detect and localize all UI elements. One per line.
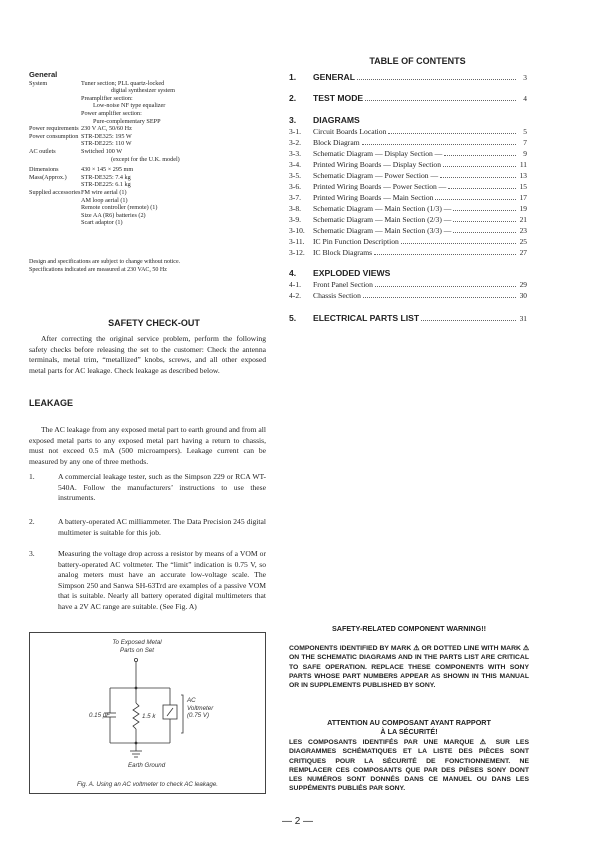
toc-num: 4-2. <box>289 291 302 300</box>
figure-caption: Fig. A. Using an AC voltmeter to check AC leakage. <box>77 781 218 788</box>
spec-key: Dimensions <box>29 166 59 174</box>
toc-num: 4. <box>289 268 297 278</box>
toc-num: 3-11. <box>289 237 305 246</box>
spec-line: Tuner section; PLL quartz-locked <box>81 79 165 87</box>
dot-leader <box>443 166 516 167</box>
voltmeter-label-line: Voltmeter <box>187 704 214 712</box>
dot-leader <box>440 177 516 178</box>
toc-entry-title: Schematic Diagram — Display Section — <box>313 149 443 158</box>
warning-title: SAFETY-RELATED COMPONENT WARNING!! <box>332 624 486 633</box>
toc-entry[interactable] <box>289 127 527 137</box>
dot-leader <box>435 199 516 200</box>
toc-entry-title: Block Diagram <box>313 138 360 147</box>
toc-num: 3-9. <box>289 215 302 224</box>
toc-section[interactable] <box>289 93 527 103</box>
toc-entry-title: Circuit Boards Location <box>313 127 387 136</box>
toc-entry[interactable] <box>289 291 527 301</box>
spec-note: Specifications indicated are measured at 230 VAC, 50 Hz <box>29 267 167 273</box>
spec-key: AC outlets <box>29 147 56 155</box>
spec-line: Preamplifier section: <box>81 94 133 102</box>
toc-num: 3-6. <box>289 182 302 191</box>
toc-num: 3-8. <box>289 204 302 213</box>
toc-title-text: DIAGRAMS <box>313 115 360 125</box>
toc-entry[interactable] <box>289 149 527 159</box>
toc-entry-title: Schematic Diagram — Power Section — <box>313 171 439 180</box>
list-text: Measuring the voltage drop across a resistor by means of a VOM or battery-operated AC voltmeter. The “limit” indication is 0.75 V, so analog meters must have an accurate low-voltage scale. The Simpson 250 and Sanwa SH-63Trd are examples of a passive VOM that is suitable. Nearly all battery operated digital multimeters that have a 2V AC range are suitable. (See Fig. A) <box>58 549 266 611</box>
spec-line: AM loop aerial (1) <box>81 196 128 204</box>
dot-leader <box>444 155 516 156</box>
spec-row <box>29 133 180 148</box>
toc-num: 2. <box>289 93 297 103</box>
toc-entry[interactable] <box>289 226 527 236</box>
spec-row <box>29 163 180 174</box>
spec-row <box>29 189 180 227</box>
dot-leader <box>453 221 516 222</box>
toc-num: 3-3. <box>289 149 302 158</box>
toc-entry-title: Printed Wiring Boards — Main Section <box>313 193 434 202</box>
spec-key: Supplied accessories <box>29 188 81 196</box>
general-title: General <box>29 70 58 79</box>
spec-line: Power amplifier section: <box>81 109 142 117</box>
voltmeter-label-line: (0.75 V) <box>187 712 210 720</box>
toc-entry-title: IC Pin Function Description <box>313 237 399 246</box>
dot-leader <box>421 320 516 321</box>
toc-title-text: ELECTRICAL PARTS LIST <box>313 313 420 323</box>
toc-entry[interactable] <box>289 160 527 170</box>
spec-line: 230 V AC, 50/60 Hz <box>81 125 132 133</box>
toc-section[interactable] <box>289 313 527 323</box>
dot-leader <box>448 188 516 189</box>
spec-line: STR-DE325: 7.4 kg <box>81 173 131 181</box>
toc-entry[interactable] <box>289 280 527 290</box>
toc-entry-title: Printed Wiring Boards — Power Section — <box>313 182 447 191</box>
spec-row <box>29 174 180 189</box>
voltmeter-label-line: AC <box>187 697 196 704</box>
voltmeter-label <box>187 697 213 720</box>
spec-line: Scart adaptor (1) <box>81 219 123 227</box>
spec-line: STR-DE225: 110 W <box>81 140 132 148</box>
dot-leader <box>453 232 516 233</box>
dot-leader <box>375 286 516 287</box>
toc-section[interactable] <box>289 115 527 125</box>
toc-num: 1. <box>289 72 297 82</box>
toc-entry-title: Chassis Section <box>313 291 361 300</box>
dot-leader <box>357 79 516 80</box>
list-item <box>29 549 266 629</box>
page-number: — 2 — <box>281 816 314 827</box>
safety-title: SAFETY CHECK-OUT <box>108 318 200 328</box>
list-num: 1. <box>29 472 35 481</box>
spec-key: Mass(Approx.) <box>29 173 67 181</box>
general-specs <box>29 71 279 227</box>
toc-entry-title: Printed Wiring Boards — Display Section <box>313 160 442 169</box>
spec-key: System <box>29 79 48 87</box>
spec-row <box>29 148 180 163</box>
spec-note: Design and specifications are subject to change without notice. <box>29 259 181 265</box>
warning-text: COMPONENTS IDENTIFIED BY MARK ⚠ OR DOTTED LINE WITH MARK ⚠ ON THE SCHEMATIC DIAGRAMS AND IN THE PARTS LIST ARE CRITICAL TO SAFE OPERATION. REPLACE THESE COMPONENTS WITH SONY PARTS WHOSE PART NUMBERS APPEAR AS SHOWN IN THIS MANUAL OR IN SUPPLEMENTS PUBLISHED BY SONY. <box>289 645 529 690</box>
dot-leader <box>401 243 516 244</box>
list-text: A commercial leakage tester, such as the Simpson 229 or RCA WT-540A. Follow the manufacturers’ instructions to use these instruments. <box>58 472 266 503</box>
resistor-label: 1.5 k <box>142 713 156 720</box>
toc-page: 30 <box>519 291 527 300</box>
toc-entry[interactable] <box>289 138 527 148</box>
toc-entry-title: Schematic Diagram — Main Section (1/3) — <box>313 204 452 213</box>
dot-leader <box>365 100 516 101</box>
dot-leader <box>362 144 516 145</box>
figure-a <box>29 632 266 794</box>
toc-num: 5. <box>289 313 297 323</box>
dot-leader <box>453 210 516 211</box>
specs-table <box>29 80 180 227</box>
spec-line: Remote controller (remote) (1) <box>81 204 158 212</box>
toc-entry[interactable] <box>289 193 527 203</box>
toc-num: 3. <box>289 115 297 125</box>
toc-page: 29 <box>519 280 527 289</box>
toc-num: 3-2. <box>289 138 302 147</box>
toc-page: 7 <box>523 138 527 147</box>
toc-entry[interactable] <box>289 204 527 214</box>
toc-page: 13 <box>519 171 527 180</box>
spec-line: FM wire aerial (1) <box>81 188 127 196</box>
spec-key: Power consumption <box>29 132 79 140</box>
toc-title-text: GENERAL <box>313 72 356 82</box>
toc-page: 11 <box>519 160 527 169</box>
spec-row <box>29 125 180 133</box>
spec-line: (except for the U.K. model) <box>111 155 180 163</box>
toc-title-text: EXPLODED VIEWS <box>313 268 391 278</box>
leakage-paragraph: The AC leakage from any exposed metal part to earth ground and from all exposed metal parts to any exposed metal part having a return to chassis, must not exceed 0.5 mA (500 microampers). Leakage current can be measured by any one of three methods. <box>29 425 266 466</box>
toc-page: 3 <box>523 73 527 82</box>
toc-num: 4-1. <box>289 280 302 289</box>
dot-leader <box>363 297 516 298</box>
toc-section[interactable] <box>289 268 527 278</box>
leakage-title: LEAKAGE <box>29 398 74 408</box>
fig-top-label-line: To Exposed Metal <box>112 639 162 646</box>
toc-entry[interactable] <box>289 248 527 258</box>
toc-page: 9 <box>523 149 527 158</box>
toc-page: 31 <box>519 314 527 323</box>
capacitor-label: 0.15 μF <box>89 712 110 719</box>
spec-key: Power requirements <box>29 125 79 133</box>
toc-entry[interactable] <box>289 215 527 225</box>
list-text: A battery-operated AC milliammeter. The Data Precision 245 digital multimeter is suitable for this job. <box>58 517 266 537</box>
list-item <box>29 517 266 541</box>
spec-line: digital synthesizer system <box>111 87 175 95</box>
toc-title-text: TEST MODE <box>313 93 364 103</box>
dot-leader <box>374 254 516 255</box>
safety-paragraph: After correcting the original service problem, perform the following safety checks before releasing the set to the customer: Check the antenna terminals, metal trim, “metallized” knobs, screws, and all other exposed metal parts for AC leakage. Check leakage as described below. <box>29 334 266 375</box>
toc-entry-title: Schematic Diagram — Main Section (3/3) — <box>313 226 452 235</box>
warning-fr-text: LES COMPOSANTS IDENTIFÉS PAR UNE MARQUE ⚠ SUR LES DIAGRAMMES SCHÉMATIQUES ET LA LISTE DES PIÈCES SONT CRITIQUES POUR LA SÉCURITÉ DE FONCTIONNEMENT. NE REMPLACER CES COMPOSANTS QUE PAR DES PIÈSES SONY DONT LES NUMÉROS SONT DONNÉS DANS CE MANUEL OU DANS LES SUPPÉMENTS PUBLIÉS PAR SONY. <box>289 739 529 793</box>
toc-page: 23 <box>519 226 527 235</box>
spec-line: 430 × 145 × 295 mm <box>81 166 134 174</box>
spec-line: Switched 100 W <box>81 147 123 155</box>
toc-num: 3-1. <box>289 127 302 136</box>
warning-fr-title <box>289 718 529 737</box>
toc-title: TABLE OF CONTENTS <box>369 56 466 66</box>
toc-entry-title: Front Panel Section <box>313 280 373 289</box>
toc-page: 19 <box>519 204 527 213</box>
list-num: 3. <box>29 549 35 558</box>
toc-num: 3-4. <box>289 160 302 169</box>
toc-num: 3-12. <box>289 248 305 257</box>
toc-page: 21 <box>519 215 527 224</box>
toc-page: 25 <box>519 237 527 246</box>
toc-entry[interactable] <box>289 171 527 181</box>
spec-line: Size AA (R6) batteries (2) <box>81 211 146 219</box>
spec-line: Low-noise NF type equalizer <box>93 102 166 110</box>
warning-fr-title-line: ATTENTION AU COMPOSANT AYANT RAPPORT <box>327 718 491 727</box>
toc-page: 15 <box>519 182 527 191</box>
toc-page: 17 <box>519 193 527 202</box>
toc-entry[interactable] <box>289 182 527 192</box>
list-num: 2. <box>29 517 35 526</box>
spec-line: STR-DE325: 195 W <box>81 132 132 140</box>
toc-page: 4 <box>523 94 527 103</box>
list-item <box>29 472 266 506</box>
ground-label: Earth Ground <box>128 762 166 769</box>
toc-num: 3-7. <box>289 193 302 202</box>
toc-num: 3-10. <box>289 226 305 235</box>
fig-top-label-line: Parts on Set <box>119 646 155 654</box>
spec-notes <box>29 258 180 274</box>
toc-num: 3-5. <box>289 171 302 180</box>
toc-page: 27 <box>519 248 527 257</box>
warning-fr-title-line: À LA SÉCURITÉ! <box>380 727 438 737</box>
toc-section[interactable] <box>289 72 527 82</box>
toc-entry-title: IC Block Diagrams <box>313 248 373 257</box>
spec-line: STR-DE225: 6.1 kg <box>81 181 131 189</box>
dot-leader <box>388 133 516 134</box>
spec-row <box>29 80 180 126</box>
toc-page: 5 <box>523 127 527 136</box>
toc-entry[interactable] <box>289 237 527 247</box>
spec-line: Pure-complementary SEPP <box>93 117 161 125</box>
toc-entry-title: Schematic Diagram — Main Section (2/3) — <box>313 215 452 224</box>
